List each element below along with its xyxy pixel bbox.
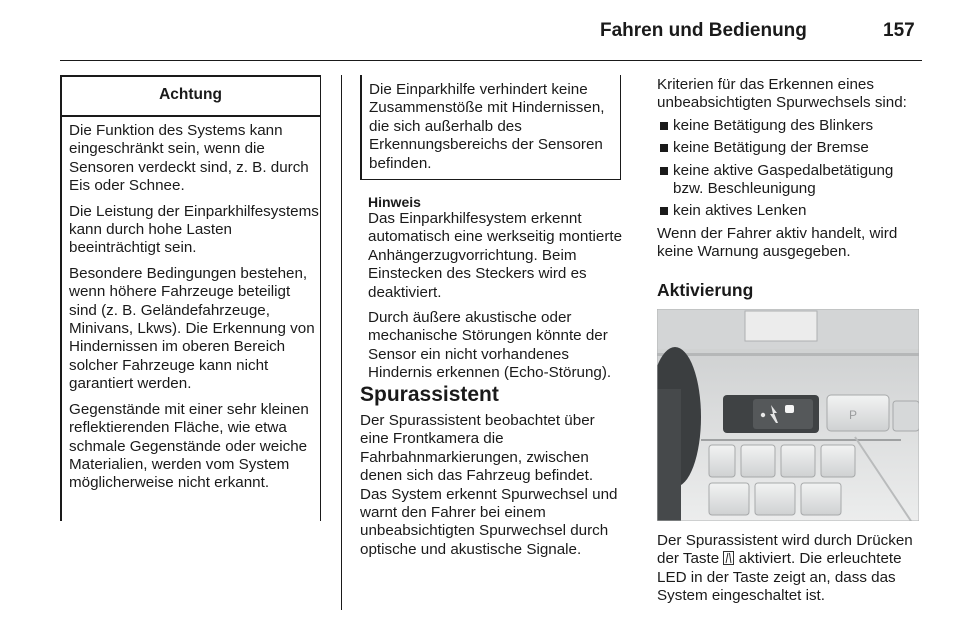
list-item — [657, 139, 922, 157]
note-paragraph: Das Einparkhilfesystem erkennt automatisch eine werkseitig montierte Anhängerzugvorrichtung. Beim Einstecken des Steckers wird es deaktiviert. — [368, 210, 623, 301]
warning-paragraph: Die Funktion des Systems kann eingeschränkt sein, wenn die Sensoren verdeckt sind, z. B. durch Eis oder Schnee. — [69, 122, 309, 195]
warning-title: Achtung — [159, 86, 222, 103]
lane-assist-icon — [723, 551, 734, 565]
activation-text-before: Der Spurassistent wird durch Drücken der Taste — [657, 532, 913, 568]
warning-paragraph: Gegenstände mit einer sehr kleinen reflektierenden Fläche, wie etwa schmale Gegenstände oder weiche Materialien, werden vom System möglicherweise nicht erkannt. — [69, 400, 309, 492]
section-paragraph: Der Spurassistent beobachtet über eine Frontkamera die Fahrbahnmarkierungen, zwischen denen sich das Fahrzeug befindet. Das System erkennt Spurwechsel und warnt den Fahrer bei einem unbeabsichtigten Spurwechsel durch optische und akustische Signale. — [360, 412, 618, 558]
warning-paragraph: Die Leistung der Einparkhilfesystems kann durch hohe Lasten beeinträchtigt sein. — [69, 202, 319, 257]
warning-box — [60, 75, 321, 521]
criteria-intro: Kriterien für das Erkennen eines unbeabsichtigten Spurwechsels sind: — [657, 76, 907, 112]
warning-box-border-left — [60, 75, 62, 521]
criteria-list — [657, 117, 922, 221]
activation-paragraph — [657, 532, 922, 606]
warning-body — [69, 122, 319, 493]
bullet-square-icon — [660, 167, 668, 175]
subheading-activation: Aktivierung — [657, 280, 754, 300]
criteria-note: Wenn der Fahrer aktiv handelt, wird keine Warnung ausgegeben. — [657, 224, 898, 261]
bullet-square-icon — [660, 144, 668, 152]
list-item — [657, 117, 922, 135]
box-text-wrap — [369, 81, 619, 173]
criteria-block — [657, 76, 922, 262]
dashboard-photo — [657, 309, 919, 521]
list-item-text: kein aktives Lenken — [673, 202, 807, 220]
section-body — [360, 412, 622, 559]
list-item-text: keine Betätigung des Blinkers — [673, 116, 874, 134]
note-label: Hinweis — [368, 194, 421, 210]
activation-text — [657, 532, 922, 606]
column-divider — [341, 75, 342, 610]
box-border-right — [620, 75, 622, 180]
warning-box-continued — [360, 75, 621, 180]
list-item-text: keine aktive Gaspedalbetätigung bzw. Beschleunigung — [673, 161, 894, 198]
page-number: 157 — [883, 20, 915, 41]
note-block — [368, 194, 623, 383]
warning-box-border-top — [60, 75, 321, 77]
box-border-bottom — [360, 179, 621, 181]
warning-box-divider — [60, 115, 321, 117]
header-title: Fahren und Bedienung — [600, 20, 807, 41]
warning-box-border-right — [320, 75, 322, 521]
bullet-square-icon — [660, 122, 668, 130]
box-paragraph: Die Einparkhilfe verhindert keine Zusammenstöße mit Hindernissen, die sich außerhalb des Erkennungsbereichs der Sensoren befinden. — [369, 81, 605, 172]
list-item-text: keine Betätigung der Bremse — [673, 139, 869, 157]
photo-button-label: P — [849, 408, 858, 422]
bullet-square-icon — [660, 207, 668, 215]
header-rule — [60, 60, 922, 61]
list-item — [657, 202, 922, 220]
section-title: Spurassistent — [360, 383, 499, 406]
box-border-left — [360, 75, 362, 180]
list-item — [657, 162, 922, 199]
note-paragraph: Durch äußere akustische oder mechanische Störungen könnte der Sensor ein nicht vorhandenes Hindernis erkennen (Echo-Störung). — [368, 309, 612, 382]
activation-text-after: aktiviert. Die erleuchtete LED in der Taste zeigt an, dass das System eingeschaltet ist. — [657, 550, 902, 605]
warning-paragraph: Besondere Bedingungen bestehen, wenn höhere Fahrzeuge beteiligt sind (z. B. Geländefahrzeuge, Minivans, Lkws). Die Erkennung von Hindernissen im oberen Bereich solcher Fahrzeuge kann nicht garantiert werden. — [69, 264, 315, 393]
